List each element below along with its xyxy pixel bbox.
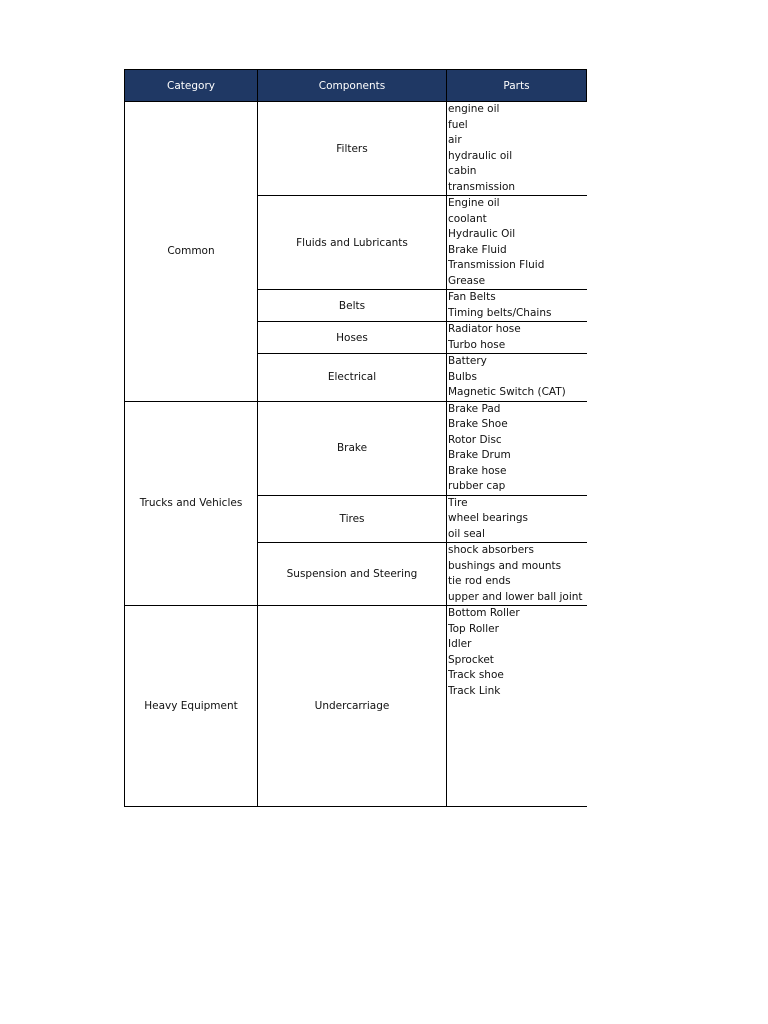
component-cell: Filters — [258, 102, 447, 196]
part-item: Rotor Disc — [448, 433, 502, 446]
category-cell: Trucks and Vehicles — [125, 401, 258, 606]
header-category: Category — [125, 70, 258, 102]
part-item: cabin — [448, 165, 477, 177]
parts-cell — [447, 354, 587, 402]
part-item: hydraulic oil — [448, 149, 513, 162]
part-item: engine oil — [448, 103, 500, 115]
category-cell: Common — [125, 102, 258, 402]
table-row — [125, 102, 587, 196]
table-row — [125, 401, 587, 495]
part-item: Sprocket — [448, 653, 494, 666]
part-item: coolant — [448, 212, 487, 225]
part-item: upper and lower ball joint — [448, 590, 583, 603]
parts-table — [124, 69, 587, 807]
header-parts: Parts — [447, 70, 587, 102]
parts-cell — [447, 401, 587, 495]
part-item: Magnetic Switch (CAT) — [448, 386, 566, 398]
part-item: Engine oil — [448, 197, 500, 209]
part-item: Idler — [448, 638, 472, 650]
parts-cell — [447, 322, 587, 354]
part-item: transmission — [448, 180, 516, 193]
part-item: Radiator hose — [448, 323, 521, 335]
parts-cell — [447, 495, 587, 543]
parts-cell — [447, 606, 587, 807]
part-item: Bottom Roller — [448, 607, 520, 619]
parts-cell — [447, 290, 587, 322]
part-item: Timing belts/Chains — [448, 306, 552, 319]
component-cell: Belts — [258, 290, 447, 322]
part-item: bushings and mounts — [448, 559, 562, 572]
component-cell: Suspension and Steering — [258, 543, 447, 606]
part-item: Track Link — [448, 684, 501, 697]
header-components: Components — [258, 70, 447, 102]
table-header — [125, 70, 587, 102]
part-item: shock absorbers — [448, 544, 534, 556]
part-item: Brake Pad — [448, 402, 501, 415]
table-row — [125, 606, 587, 807]
part-item: Turbo hose — [448, 338, 506, 351]
part-item: air — [448, 134, 462, 146]
category-cell: Heavy Equipment — [125, 606, 258, 807]
component-cell: Tires — [258, 495, 447, 543]
part-item: Transmission Fluid — [448, 259, 545, 271]
component-cell: Hoses — [258, 322, 447, 354]
part-item: Battery — [448, 355, 487, 367]
part-item: Brake hose — [448, 464, 507, 477]
parts-cell — [447, 102, 587, 196]
component-cell: Brake — [258, 401, 447, 495]
part-item: Bulbs — [448, 370, 477, 383]
header-row — [125, 70, 587, 102]
part-item: Top Roller — [448, 622, 499, 635]
part-item: fuel — [448, 118, 468, 131]
part-item: rubber cap — [448, 480, 506, 492]
table-body — [125, 102, 587, 807]
part-item: Grease — [448, 274, 486, 287]
parts-cell — [447, 196, 587, 290]
part-item: Brake Fluid — [448, 243, 507, 256]
part-item: Track shoe — [448, 669, 504, 681]
parts-cell — [447, 543, 587, 606]
part-item: Hydraulic Oil — [448, 228, 516, 240]
part-item: Fan Belts — [448, 291, 496, 303]
component-cell: Electrical — [258, 354, 447, 402]
component-cell: Fluids and Lubricants — [258, 196, 447, 290]
part-item: tie rod ends — [448, 575, 511, 587]
part-item: Brake Drum — [448, 449, 511, 461]
part-item: Tire — [448, 496, 468, 509]
part-item: Brake Shoe — [448, 418, 508, 430]
component-cell: Undercarriage — [258, 606, 447, 807]
part-item: wheel bearings — [448, 512, 529, 524]
part-item: oil seal — [448, 527, 485, 540]
